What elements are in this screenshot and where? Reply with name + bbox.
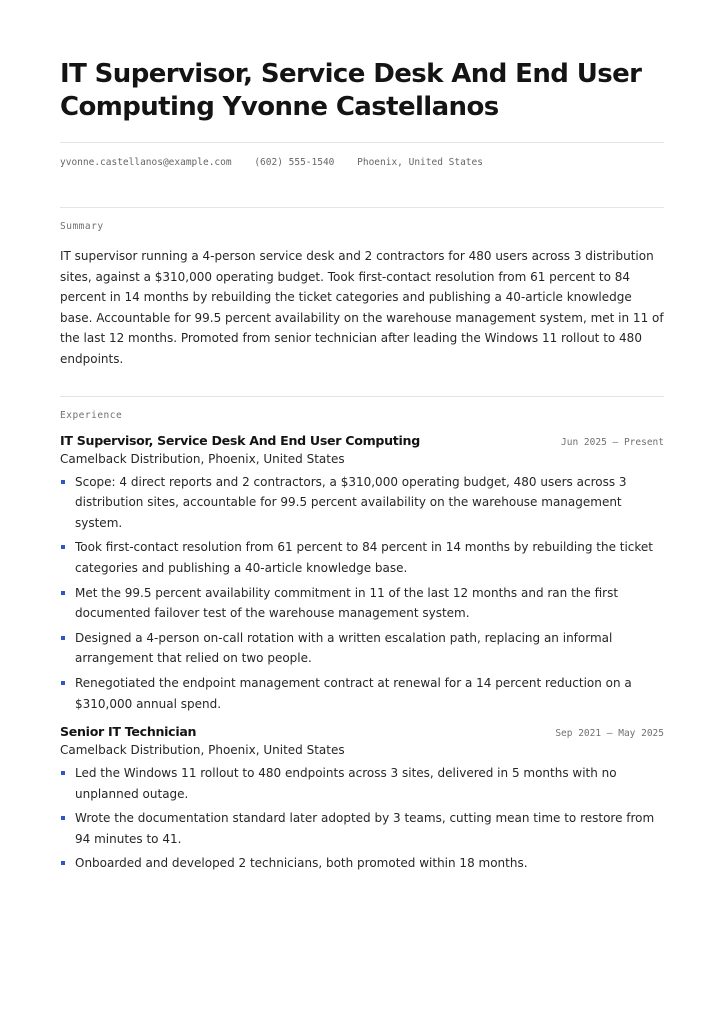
contact-email[interactable]: yvonne.castellanos@example.com <box>60 157 232 168</box>
bullet-square-icon <box>61 545 65 549</box>
divider <box>60 396 664 397</box>
job-bullets <box>60 472 664 715</box>
contact-location: Phoenix, United States <box>357 157 483 168</box>
job-company: Camelback Distribution, Phoenix, United States <box>60 743 345 758</box>
experience-heading: Experience <box>60 409 123 421</box>
bullet-square-icon <box>61 591 65 595</box>
bullet-text: Wrote the documentation standard later adopted by 3 teams, cutting mean time to restore from 94 minutes to 41. <box>75 811 655 846</box>
bullet-text: Led the Windows 11 rollout to 480 endpoints across 3 sites, delivered in 5 months with no unplanned outage. <box>75 766 617 801</box>
job-title: Senior IT Technician <box>60 724 197 740</box>
page-title: IT Supervisor, Service Desk And End User Computing Yvonne Castellanos <box>60 59 642 122</box>
bullet-item <box>60 472 664 534</box>
bullet-text: Met the 99.5 percent availability commitment in 11 of the last 12 months and ran the first documented failover test of the warehouse management system. <box>75 585 619 621</box>
job-company: Camelback Distribution, Phoenix, United States <box>60 451 345 466</box>
bullet-item <box>60 808 664 849</box>
bullet-text: Scope: 4 direct reports and 2 contractors, a $310,000 operating budget, 480 users across 3 distribution sites, accountable for 99.5 percent availability on the warehouse management system. <box>75 474 627 530</box>
job-header <box>60 724 664 739</box>
resume-page <box>60 0 664 878</box>
bullet-item <box>60 763 664 804</box>
bullet-text: Onboarded and developed 2 technicians, both promoted within 18 months. <box>75 856 528 871</box>
bullet-item <box>60 537 664 578</box>
job-bullets <box>60 763 664 874</box>
contact-line <box>60 157 664 173</box>
bullet-item <box>60 673 664 714</box>
bullet-square-icon <box>61 816 65 820</box>
bullet-item <box>60 583 664 624</box>
summary-heading: Summary <box>60 221 104 232</box>
job-entry <box>60 433 664 715</box>
job-dates: Jun 2025 – Present <box>561 436 664 448</box>
job-dates: Sep 2021 – May 2025 <box>555 728 664 740</box>
job-header <box>60 433 664 448</box>
bullet-square-icon <box>61 771 65 775</box>
bullet-text: Took first-contact resolution from 61 percent to 84 percent in 14 months by rebuilding the ticket categories and publishing a 40-article knowledge base. <box>75 540 654 575</box>
bullet-square-icon <box>61 861 65 865</box>
divider <box>60 207 664 208</box>
bullet-item <box>60 853 664 874</box>
job-title: IT Supervisor, Service Desk And End User Computing <box>60 432 420 448</box>
summary-text: IT supervisor running a 4-person service desk and 2 contractors for 480 users across 3 distribution sites, against a $310,000 operating budget. Took first-contact resolution from 61 percent to 84 percent in 14 months by rebuilding the ticket categories and publishing a 40-article knowledge base. Accountable for 99.5 percent availability on the warehouse management system, met in 11 of the last 12 months. Promoted from senior technician after leading the Windows 11 rollout to 480 endpoints. <box>60 249 664 366</box>
bullet-square-icon <box>61 681 65 685</box>
bullet-square-icon <box>61 480 65 484</box>
contact-phone[interactable]: (602) 555-1540 <box>254 157 335 168</box>
job-entry <box>60 724 664 874</box>
bullet-square-icon <box>61 636 65 640</box>
bullet-text: Renegotiated the endpoint management contract at renewal for a 14 percent reduction on a $310,000 annual spend. <box>75 675 632 711</box>
divider <box>60 142 664 143</box>
bullet-item <box>60 628 664 669</box>
bullet-text: Designed a 4-person on-call rotation with a written escalation path, replacing an informal arrangement that relied on two people. <box>75 630 613 666</box>
